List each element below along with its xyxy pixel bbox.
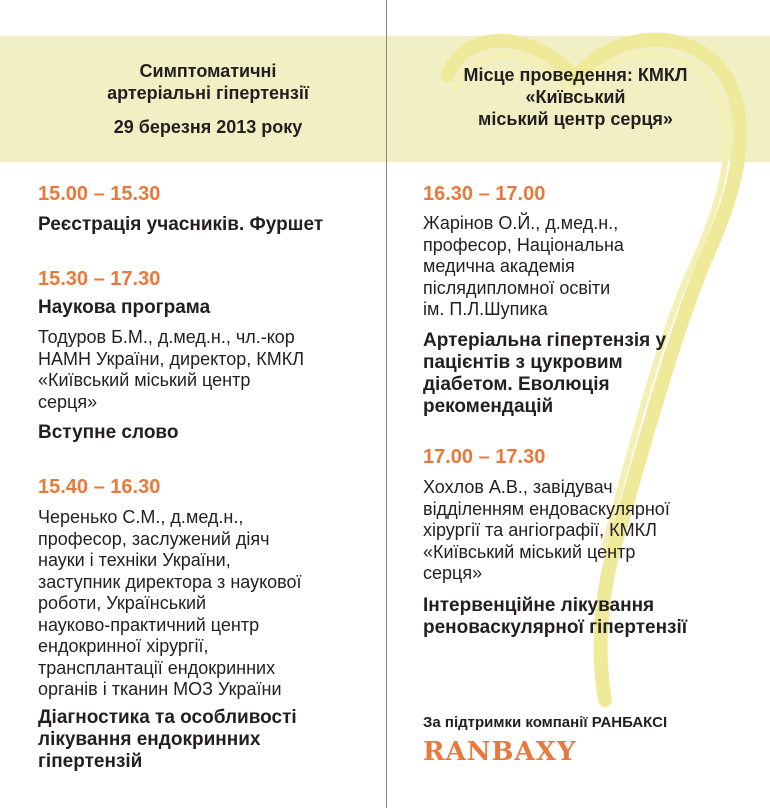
talk-title [423,330,666,418]
speaker-line: медична академія [423,256,575,276]
event-title [38,60,378,138]
venue-line: Місце проведення: КМКЛ [463,65,688,85]
session-title: Реєстрація учасників. Фуршет [38,214,324,235]
speaker-line: серця» [423,563,483,583]
talk-title: Вступне слово [38,422,179,443]
speaker-line: заступник директора з наукової [38,571,302,592]
speaker-line: Черенько С.М., д.мед.н., [38,507,244,527]
speaker-info [423,477,670,585]
talk-line: рекомендацій [423,396,554,417]
talk-line: Діагностика та особливості [38,707,297,728]
talk-line: гіпертензій [38,751,143,772]
speaker-line: науково-практичний центр [38,614,260,635]
speaker-info [38,327,304,413]
speaker-line: роботи, Український [38,593,207,613]
sponsor-text: За підтримки компанії РАНБАКСІ [423,714,668,731]
speaker-line: відділенням ендоваскулярної [423,498,670,519]
speaker-line: Жарінов О.Й., д.мед.н., [423,213,619,233]
speaker-line: ім. П.Л.Шупика [423,299,548,319]
speaker-info [38,507,302,701]
session-time: 16.30 – 17.00 [423,183,546,205]
speaker-line: НАМН України, директор, КМКЛ [38,348,305,369]
speaker-line: хірургії та ангіографії, КМКЛ [423,520,657,540]
event-title-line-1: Симптоматичні [139,61,277,81]
ranbaxy-logo: RANBAXY [423,737,577,767]
talk-title [38,707,297,773]
session-time: 15.30 – 17.30 [38,268,161,290]
speaker-line: Тодуров Б.М., д.мед.н., чл.-кор [38,327,295,347]
speaker-line: «Київський міський центр [423,541,636,562]
venue-info [403,64,748,130]
speaker-line: післядипломної освіти [423,277,611,298]
speaker-line: професор, заслужений діяч [38,528,270,549]
speaker-line: Хохлов А.В., завідувач [423,477,613,497]
session-time: 15.40 – 16.30 [38,476,161,498]
talk-line: пацієнтів з цукровим [423,352,623,373]
session-time: 15.00 – 15.30 [38,183,161,205]
speaker-line: ендокринної хірургії, [38,636,209,656]
talk-line: діабетом. Еволюція [423,374,610,395]
talk-line: Інтервенційне лікування [423,595,655,616]
speaker-line: професор, Національна [423,234,624,255]
speaker-line: науки і техніки України, [38,550,231,570]
venue-line: «Київський [525,87,626,107]
speaker-line: серця» [38,391,98,412]
event-title-line-2: артеріальні гіпертензії [107,83,309,103]
talk-line: Артеріальна гіпертензія у [423,330,667,351]
speaker-line: «Київський міський центр [38,370,251,390]
speaker-line: трансплантації ендокринних [38,657,276,678]
center-divider [386,0,387,808]
talk-line: реноваскулярної гіпертензії [423,617,688,638]
talk-title [423,595,687,639]
talk-line: лікування ендокринних [38,729,261,750]
session-title: Наукова програма [38,297,211,318]
speaker-info [423,213,624,321]
speaker-line: органів і тканин МОЗ України [38,679,282,699]
venue-line: міський центр серця» [478,109,673,129]
session-time: 17.00 – 17.30 [423,446,546,468]
event-date: 29 березня 2013 року [113,117,303,137]
